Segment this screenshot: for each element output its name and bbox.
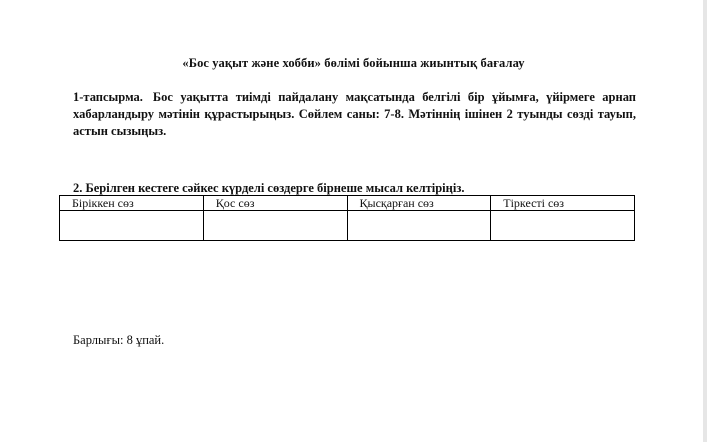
task-1-text: Бос уақытта тиімді пайдалану мақсатында белгілі бір ұйымға, үйірмеге арнап хабарландыру мәтінін құрастырыңыз. Сөйлем саны: 7-8. Мәтіннің ішінен 2 туынды сөзді тауып, астын сызыңыз. — [73, 90, 636, 138]
table-cell — [491, 211, 635, 241]
task-1-label: 1-тапсырма. — [73, 90, 143, 104]
total-score: Барлығы: 8 ұпай. — [73, 333, 165, 347]
task-1-paragraph — [73, 89, 636, 140]
header-birikken-soz: Біріккен сөз — [60, 196, 204, 211]
header-tirkesti-soz: Тіркесті сөз — [491, 196, 635, 211]
compound-words-table — [59, 195, 635, 241]
header-qos-soz: Қос сөз — [203, 196, 347, 211]
task-2-heading: 2. Берілген кестеге сәйкес күрделі сөздерге бірнеше мысал келтіріңіз. — [73, 181, 465, 195]
document-title: «Бос уақыт және хобби» бөлімі бойынша жиынтық бағалау — [182, 56, 525, 70]
table-cell — [347, 211, 491, 241]
table-cell — [60, 211, 204, 241]
table-cell — [203, 211, 347, 241]
table-row — [60, 211, 635, 241]
table-header-row — [60, 196, 635, 211]
header-qysqargan-soz: Қысқарған сөз — [347, 196, 491, 211]
